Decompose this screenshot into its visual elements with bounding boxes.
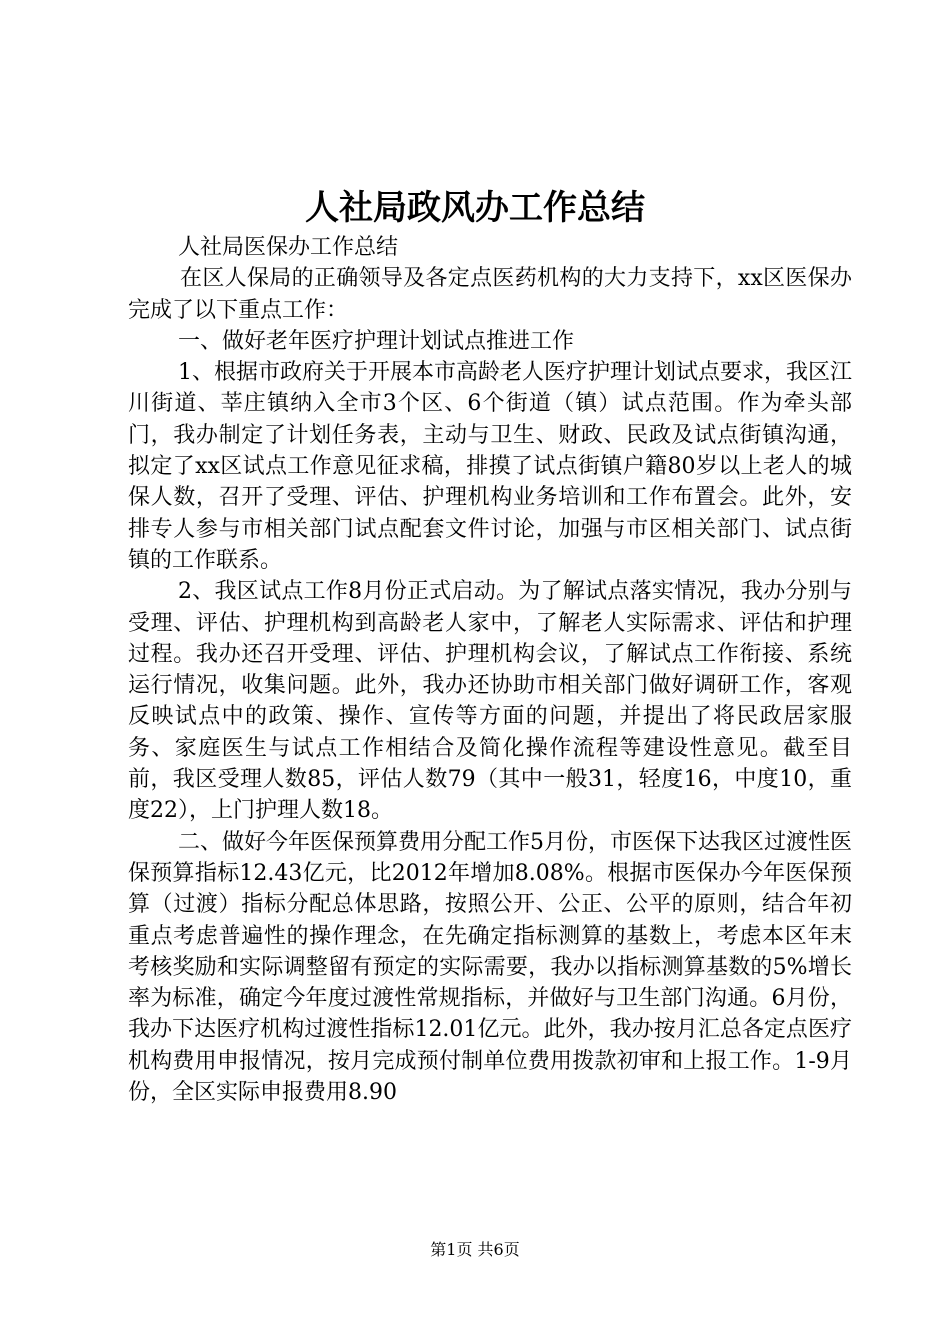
body-paragraph-2: 2、我区试点工作8月份正式启动。为了解试点落实情况，我办分别与受理、评估、护理机构到高龄老人家中，了解老人实际需求、评估和护理过程。我办还召开受理、评估、护理机构会议，了解试点工作衔接、系统运行情况，收集问题。此外，我办还协助市相关部门做好调研工作，客观反映试点中的政策、操作、宣传等方面的问题，并提出了将民政居家服务、家庭医生与试点工作相结合及简化操作流程等建设性意见。截至目前，我区受理人数85，评估人数79（其中一般31，轻度16，中度10，重度22），上门护理人数18。: [128, 579, 852, 824]
document-title: 人社局政风办工作总结: [305, 188, 645, 228]
document-body: [128, 232, 852, 1108]
section-heading-2-paragraph: 二、做好今年医保预算费用分配工作5月份，市医保下达我区过渡性医保预算指标12.43亿元，比2012年增加8.08%。根据市医保办今年医保预算（过渡）指标分配总体思路，按照公开、公正、公平的原则，结合年初重点考虑普遍性的操作理念，在先确定指标测算的基数上，考虑本区年末考核奖励和实际调整留有预定的实际需要，我办以指标测算基数的5%增长率为标准，确定今年度过渡性常规指标，并做好与卫生部门沟通。6月份，我办下达医疗机构过渡性指标12.01亿元。此外，我办按月汇总各定点医疗机构费用申报情况，按月完成预付制单位费用拨款初审和上报工作。1-9月份，全区实际申报费用8.90: [128, 829, 852, 1106]
subtitle-paragraph: 人社局医保办工作总结: [178, 235, 399, 260]
page-number-footer: 第1页 共6页: [430, 1240, 520, 1259]
section-heading-1: 一、做好老年医疗护理计划试点推进工作: [178, 328, 575, 354]
intro-paragraph: 在区人保局的正确领导及各定点医药机构的大力支持下，xx区医保办完成了以下重点工作：: [128, 266, 852, 323]
body-paragraph-1: 1、根据市政府关于开展本市高龄老人医疗护理计划试点要求，我区江川街道、莘庄镇纳入全市3个区、6个街道（镇）试点范围。作为牵头部门，我办制定了计划任务表，主动与卫生、财政、民政及试点街镇沟通，拟定了xx区试点工作意见征求稿，排摸了试点街镇户籍80岁以上老人的城保人数，召开了受理、评估、护理机构业务培训和工作布置会。此外，安排专人参与市相关部门试点配套文件讨论，加强与市区相关部门、试点街镇的工作联系。: [128, 360, 852, 573]
